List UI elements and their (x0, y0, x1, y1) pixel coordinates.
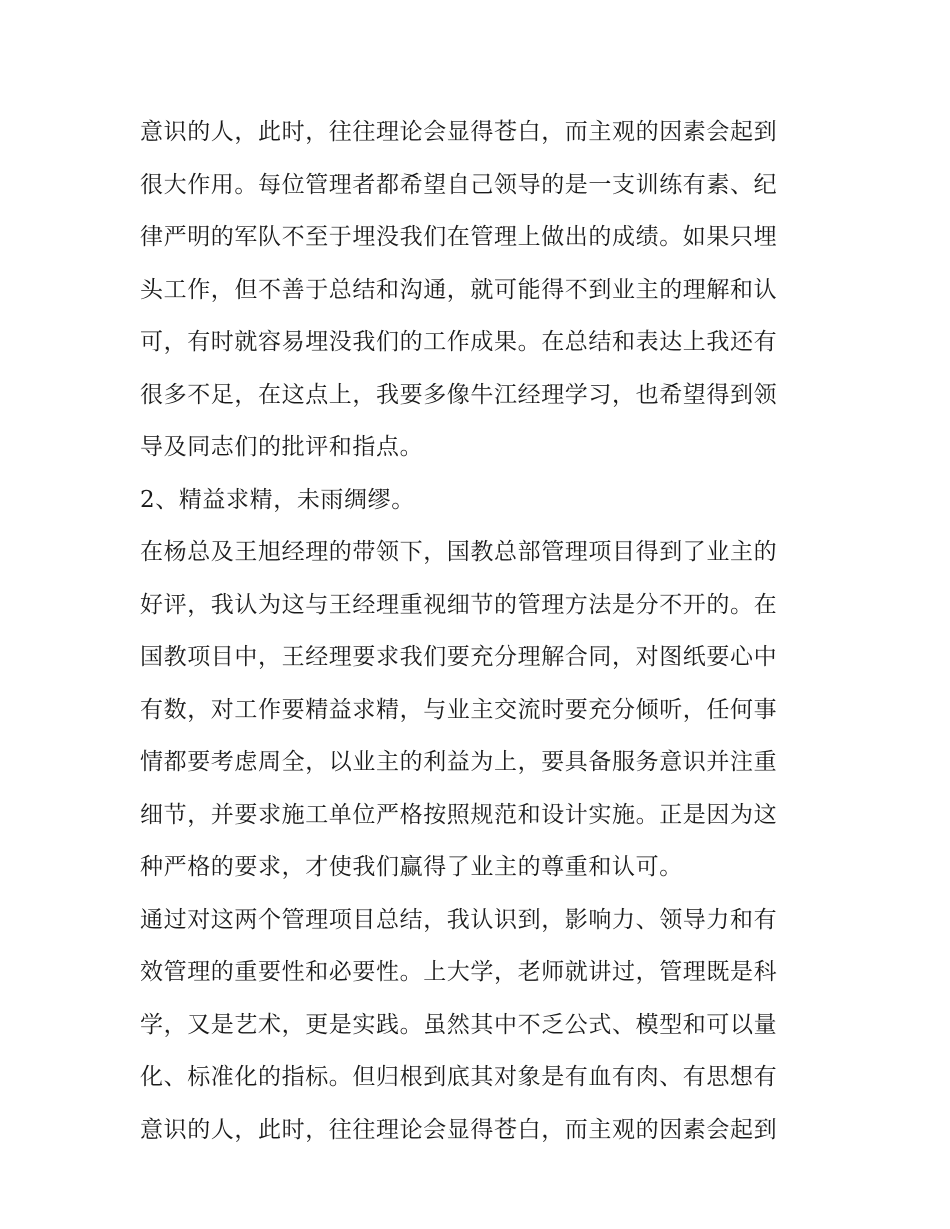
text-line: 化、标准化的指标。但归根到底其对象是有血有肉、有思想有 (140, 1064, 778, 1090)
section-heading: 2、精益求精，未雨绸缪。 (140, 486, 415, 513)
body-text (140, 106, 812, 1156)
text-line: 意识的人，此时，往往理论会显得苍白，而主观的因素会起到 (140, 119, 778, 145)
text-line: 很大作用。每位管理者都希望自己领导的是一支训练有素、纪 (140, 171, 778, 198)
text-line: 学，又是艺术，更是实践。虽然其中不乏公式、模型和可以量 (140, 1011, 778, 1038)
text-line: 可，有时就容易埋没我们的工作成果。在总结和表达上我还有 (140, 329, 778, 355)
text-line: 有数，对工作要精益求精，与业主交流时要充分倾听，任何事 (140, 696, 778, 723)
text-line: 头工作，但不善于总结和沟通，就可能得不到业主的理解和认 (140, 276, 778, 303)
text-line: 意识的人，此时，往往理论会显得苍白，而主观的因素会起到 (140, 1116, 778, 1143)
text-line: 细节，并要求施工单位严格按照规范和设计实施。正是因为这 (140, 801, 778, 828)
text-line: 种严格的要求，才使我们赢得了业主的尊重和认可。 (140, 854, 683, 880)
text-line: 好评，我认为这与王经理重视细节的管理方法是分不开的。在 (140, 591, 778, 618)
text-line: 情都要考虑周全，以业主的利益为上，要具备服务意识并注重 (140, 749, 778, 775)
text-line: 国教项目中，王经理要求我们要充分理解合同，对图纸要心中 (140, 644, 778, 670)
text-line: 通过对这两个管理项目总结，我认识到，影响力、领导力和有 (140, 906, 778, 933)
text-line: 律严明的军队不至于埋没我们在管理上做出的成绩。如果只埋 (140, 224, 778, 250)
text-line: 在杨总及王旭经理的带领下，国教总部管理项目得到了业主的 (140, 539, 778, 565)
text-line: 导及同志们的批评和指点。 (140, 434, 424, 460)
text-line: 效管理的重要性和必要性。上大学，老师就讲过，管理既是科 (140, 959, 778, 985)
text-line: 很多不足，在这点上，我要多像牛江经理学习，也希望得到领 (140, 381, 778, 408)
